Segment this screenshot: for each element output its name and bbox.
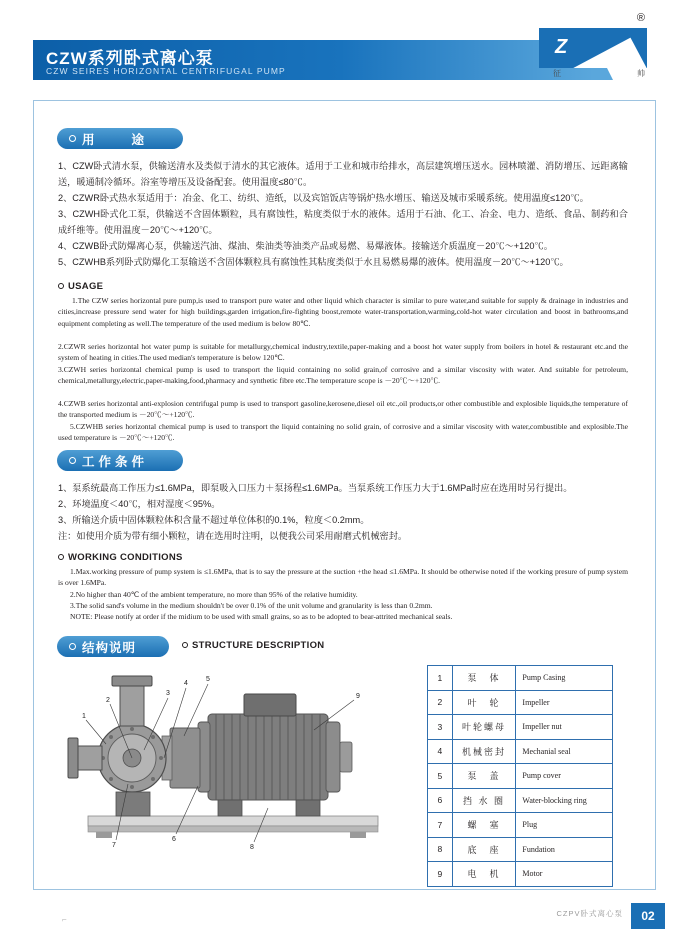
bullet-circle-icon <box>69 643 76 650</box>
pump-drawing-svg <box>58 658 406 858</box>
part-name-en: Pump cover <box>516 764 613 789</box>
svg-text:9: 9 <box>356 693 360 700</box>
usage-cn-item-1: 1、CZW卧式清水泵，供输送清水及类似于清水的其它液体。适用于工业和城市给排水，高层建筑增压送水。园林喷灌、消防增压、远距离输送，暖通制冷循环。浴室等增压及设备配套。使用温度≤80℃。 <box>58 161 628 187</box>
part-name-cn: 电 机 <box>452 862 516 887</box>
small-circle-icon <box>182 642 188 648</box>
wc-en-item-1: 1.Max.working pressure of pump system is ≤1.6MPa, that is to say the pressure at the suction +the head ≤1.6MPa. It should be otherwise noted if the working presure of pump system is over 1.6MPa. <box>58 567 628 588</box>
logo-chinese-name <box>545 68 653 79</box>
usage-en-item-1: 1.The CZW series horizontal pure pump,is used to transport pure water and other liquid which character is similar to pure water,and suitable for supply & drainage in industries and cities,increase pressure send water for high buildings,garden irrigation,fire-fighting boost,remote water-transportation,warming,cold-hot water circulation and boost in bathrooms,and equipment completing as well.The temperature of the used medium is below 80℃. <box>58 296 628 328</box>
pump-structure-drawing <box>58 658 406 858</box>
wc-en-item-3: 3.The solid sand's volume in the medium shouldn't be over 0.1% of the unit volume and granularity is less than 0.2mm. <box>70 601 433 610</box>
wc-en-note: NOTE: Please notify at order if the midium to be used with small grains, so as to be adopted to bear-attrited mechanical seals. <box>70 612 453 621</box>
page-title-cn: CZW系列卧式离心泵 <box>46 49 214 68</box>
table-row <box>428 788 613 813</box>
part-name-cn: 泵 盖 <box>452 764 516 789</box>
page-number-badge: 02 <box>631 903 665 929</box>
wc-en-heading <box>58 552 183 563</box>
logo-cn-left: 征 <box>553 69 561 78</box>
svg-text:3: 3 <box>166 690 170 697</box>
structure-en-heading-label: STRUCTURE DESCRIPTION <box>192 640 325 651</box>
usage-en-item-3: 3.CZWH series horizontal chemical pump is used to transport the liquid containing no solid grain,of corrosive and a similar viscosity with water. And suitable for petroleum, chemical,metallurgy,electric,paper-making,food,pharmacy and synthetic fibre etc.The temperature scope is －20℃～+120℃. <box>58 365 628 386</box>
company-logo <box>539 12 647 78</box>
crop-mark: ⌐ <box>62 915 67 924</box>
wc-en-item-2: 2.No higher than 40℃ of the ambient temperature, no more than 95% of the relative humidity. <box>70 590 358 599</box>
logo-mark-icon <box>539 28 647 68</box>
part-number: 7 <box>428 813 453 838</box>
table-row <box>428 690 613 715</box>
part-name-en: Fundation <box>516 837 613 862</box>
table-row <box>428 764 613 789</box>
table-row <box>428 739 613 764</box>
section-heading-working-conditions-label: 工作条件 <box>82 454 149 469</box>
usage-en-item-5: 5.CZWHB series horizontal chemical pump is used to transport the liquid containing no solid grain, of corrosive and a similar viscosity with water,combustible and explosible.The used temperature is －20℃～+120℃. <box>58 422 628 443</box>
table-row <box>428 715 613 740</box>
usage-en-heading <box>58 281 103 292</box>
structure-en-heading <box>182 640 324 651</box>
part-name-cn: 挡 水 圈 <box>452 788 516 813</box>
part-name-cn: 机械密封 <box>452 739 516 764</box>
part-name-en: Plug <box>516 813 613 838</box>
table-row <box>428 862 613 887</box>
wc-cn-note: 注：如使用介质为带有细小颗粒，请在选用时注明，以便我公司采用耐磨式机械密封。 <box>58 531 408 541</box>
usage-cn-item-2: 2、CZWR卧式热水泵适用于：冶金、化工、纺织、造纸，以及宾馆饭店等锅炉热水增压、输送及城市采暖系统。使用温度≤120℃。 <box>58 193 589 203</box>
registered-mark-icon: ® <box>636 12 645 24</box>
usage-en-item-4: 4.CZWB series horizontal anti-explosion centrifugal pump is used to transport gasoline,kerosene,diesel oil etc.,oil products,or other combustible and explosible liquids,the temperature of the transported medium is －20℃～+120℃. <box>58 399 628 420</box>
footer-caption: CZPV卧式离心泵 <box>556 909 623 918</box>
part-number: 8 <box>428 837 453 862</box>
part-number: 1 <box>428 666 453 691</box>
part-number: 6 <box>428 788 453 813</box>
usage-en-item-2: 2.CZWR series horizontal hot water pump is suitable for metallurgy,chemical industry,textile,paper-making and a boost hot water supply from boilers in hotel & restaurant etc.and the system of heating in cities.The used median's temperature is below 120℃. <box>58 342 628 363</box>
part-name-cn: 泵 体 <box>452 666 516 691</box>
table-row <box>428 813 613 838</box>
usage-cn-item-3: 3、CZWH卧式化工泵，供输送不含固体颗粒，具有腐蚀性，粘度类似于水的液体。适用于石油、化工、冶金、电力、造纸、食品、制药和合成纤维等。使用温度－20℃～+120℃。 <box>58 209 628 235</box>
part-name-en: Water-blocking ring <box>516 788 613 813</box>
table-row <box>428 837 613 862</box>
svg-text:6: 6 <box>172 836 176 843</box>
part-number: 5 <box>428 764 453 789</box>
usage-cn-item-4: 4、CZWB卧式防爆离心泵，供输送汽油、煤油、柴油类等油类产品或易燃、易爆液体。接输送介质温度－20℃～+120℃。 <box>58 241 553 251</box>
part-name-cn: 螺 塞 <box>452 813 516 838</box>
part-name-cn: 底 座 <box>452 837 516 862</box>
part-number: 4 <box>428 739 453 764</box>
wc-en-heading-label: WORKING CONDITIONS <box>68 552 183 563</box>
svg-text:8: 8 <box>250 844 254 851</box>
parts-table-body <box>428 666 613 887</box>
svg-text:7: 7 <box>112 842 116 849</box>
wc-cn-item-1: 1、泵系统最高工作压力≤1.6MPa，即泵吸入口压力＋泵扬程≤1.6MPa。当泵系统工作压力大于1.6MPa时应在选用时另行提出。 <box>58 483 573 493</box>
section-heading-usage-label: 用 途 <box>82 132 149 147</box>
usage-en-heading-label: USAGE <box>68 281 104 292</box>
page-header <box>0 0 689 100</box>
part-name-en: Motor <box>516 862 613 887</box>
part-name-en: Pump Casing <box>516 666 613 691</box>
section-heading-structure-label: 结构说明 <box>82 640 137 655</box>
page-title-en: CZW SEIRES HORIZONTAL CENTRIFUGAL PUMP <box>46 66 286 76</box>
svg-text:4: 4 <box>184 680 188 687</box>
part-number: 2 <box>428 690 453 715</box>
bullet-circle-icon <box>69 457 76 464</box>
svg-text:1: 1 <box>82 713 86 720</box>
section-heading-usage <box>57 128 183 149</box>
small-circle-icon <box>58 283 64 289</box>
table-row <box>428 666 613 691</box>
part-number: 3 <box>428 715 453 740</box>
wc-cn-item-3: 3、所输送介质中固体颗粒体积含量不超过单位体积的0.1%，粒度＜0.2mm。 <box>58 515 370 525</box>
part-name-cn: 叶 轮 <box>452 690 516 715</box>
part-name-cn: 叶轮螺母 <box>452 715 516 740</box>
wc-cn-item-2: 2、环境温度＜40℃，相对湿度＜95%。 <box>58 499 221 509</box>
section-heading-structure <box>57 636 169 657</box>
part-number: 9 <box>428 862 453 887</box>
part-name-en: Impeller <box>516 690 613 715</box>
logo-cn-right: 帅 <box>637 69 645 78</box>
parts-legend-table <box>427 665 613 887</box>
part-name-en: Mechanial seal <box>516 739 613 764</box>
svg-text:2: 2 <box>106 697 110 704</box>
logo-swoosh-shape <box>569 38 647 68</box>
section-heading-working-conditions <box>57 450 183 471</box>
bullet-circle-icon <box>69 135 76 142</box>
usage-cn-item-5: 5、CZWHB系列卧式防爆化工泵输送不含固体颗粒具有腐蚀性其粘度类似于水且易燃易爆的液体。使用温度－20℃～+120℃。 <box>58 257 569 267</box>
svg-text:5: 5 <box>206 676 210 683</box>
logo-letter: Z <box>555 36 568 58</box>
part-name-en: Impeller nut <box>516 715 613 740</box>
small-circle-icon <box>58 554 64 560</box>
